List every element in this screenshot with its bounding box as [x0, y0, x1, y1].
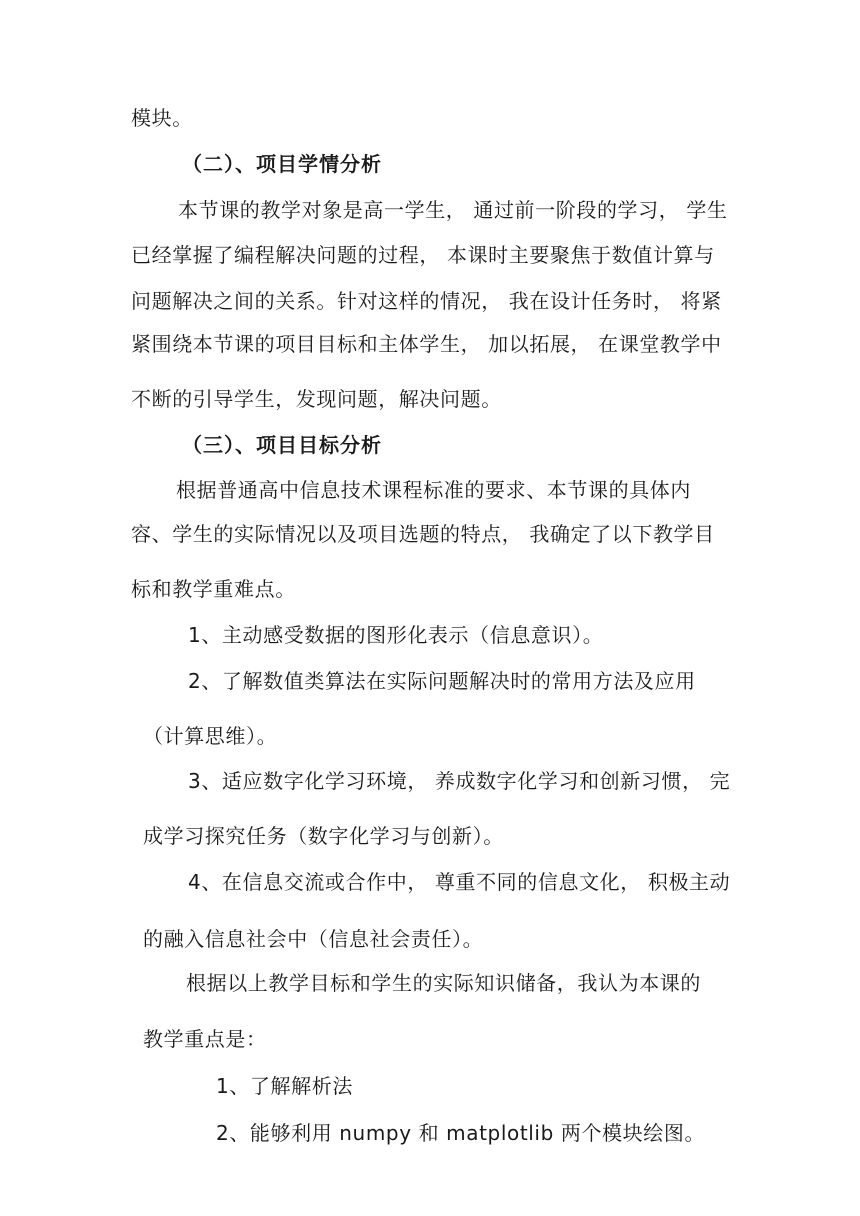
key-point-item: 2、能够利用 numpy 和 matplotlib 两个模块绘图。 [216, 1121, 706, 1145]
objective-item: 1、主动感受数据的图形化表示（信息意识）。 [188, 623, 604, 647]
section-heading-objective-analysis: （三）、项目目标分析 [182, 433, 382, 457]
paragraph-line: 标和教学重难点。 [131, 577, 296, 601]
objective-item-continuation: （计算思维）。 [143, 724, 278, 748]
paragraph-line: 问题解决之间的关系。针对这样的情况， 我在设计任务时， 将紧 [131, 289, 722, 313]
paragraph-line: 模块。 [131, 106, 193, 130]
key-point-item: 1、了解解析法 [216, 1074, 353, 1098]
objective-item: 3、适应数字化学习环境， 养成数字化学习和创新习惯， 完 [188, 769, 731, 793]
paragraph-line: 根据普通高中信息技术课程标准的要求、本节课的具体内 [176, 478, 691, 502]
paragraph-line: 根据以上教学目标和学生的实际知识储备，我认为本课的 [186, 971, 701, 995]
section-heading-learning-analysis: （二）、项目学情分析 [182, 152, 382, 176]
objective-item: 2、了解数值类算法在实际问题解决时的常用方法及应用 [188, 669, 696, 693]
paragraph-line: 不断的引导学生，发现问题，解决问题。 [131, 387, 502, 411]
objective-item: 4、在信息交流或合作中， 尊重不同的信息文化， 积极主动 [188, 870, 731, 894]
paragraph-line: 紧围绕本节课的项目目标和主体学生， 加以拓展， 在课堂教学中 [131, 332, 722, 356]
paragraph-line: 容、学生的实际情况以及项目选题的特点， 我确定了以下教学目 [131, 522, 715, 546]
objective-item-continuation: 成学习探究任务（数字化学习与创新）。 [143, 824, 504, 848]
paragraph-line: 本节课的教学对象是高一学生， 通过前一阶段的学习， 学生 [178, 198, 728, 222]
paragraph-line: 已经掌握了编程解决问题的过程， 本课时主要聚焦于数值计算与 [131, 243, 715, 267]
objective-item-continuation: 的融入信息社会中（信息社会责任）。 [143, 927, 484, 951]
paragraph-line: 教学重点是： [143, 1027, 267, 1051]
